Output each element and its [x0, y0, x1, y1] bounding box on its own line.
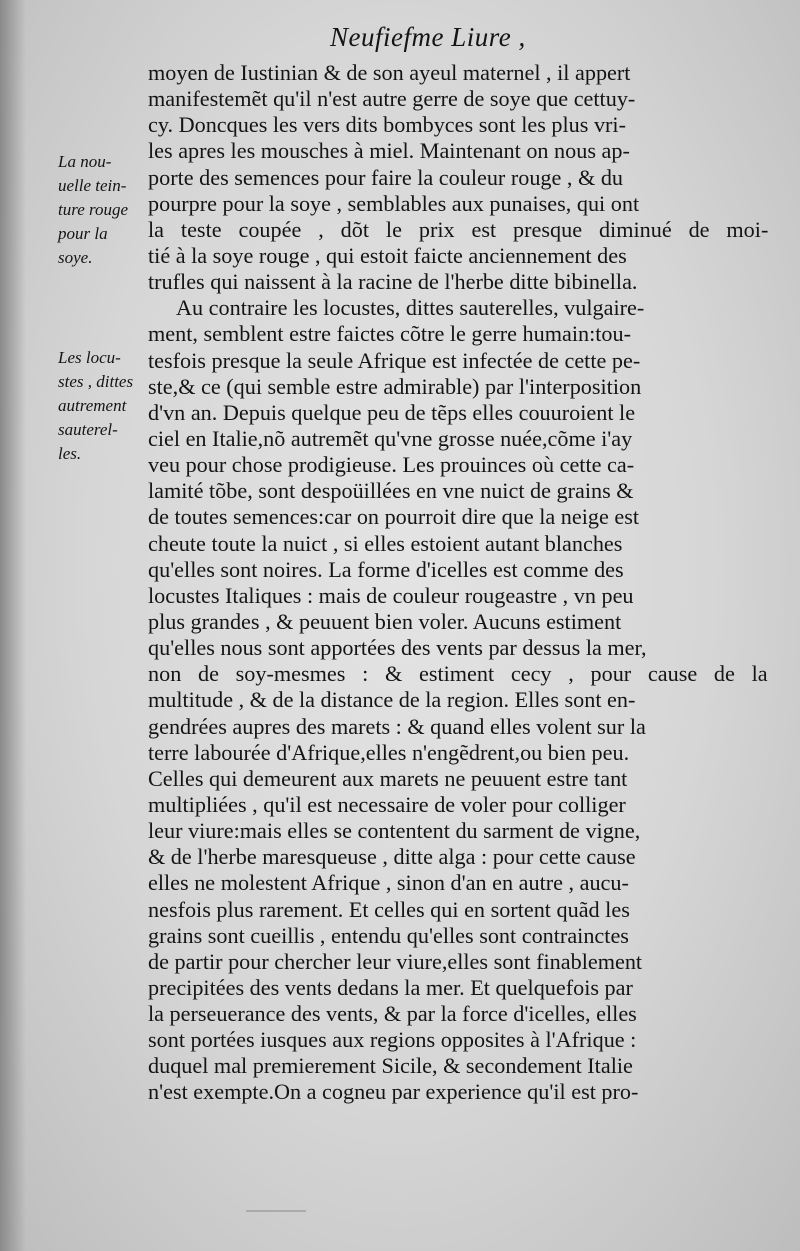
text-line: porte des semences pour faire la couleur rouge , & du	[148, 164, 624, 190]
text-line: n'est exempte.On a cogneu par experience qu'il est pro-	[148, 1079, 639, 1105]
text-line: multipliées , qu'il est necessaire de voler pour colliger	[148, 791, 626, 817]
text-line: d'vn an. Depuis quelque peu de tẽps elles couuroient le	[148, 399, 636, 425]
margin-note-line: les.	[58, 444, 82, 463]
text-line: leur viure:mais elles se contentent du sarment de vigne,	[148, 818, 641, 844]
running-head: Neufiefme Liure ,	[330, 22, 526, 52]
text-line: tesfois presque la seule Afrique est infectée de cette pe-	[148, 347, 641, 373]
text-line: veu pour chose prodigieuse. Les prouinces où cette ca-	[148, 452, 635, 478]
text-line: gendrées aupres des marets : & quand elles volent sur la	[148, 713, 646, 739]
body-text	[148, 60, 768, 1106]
text-line: Au contraire les locustes, dittes sauterelles, vulgaire-	[176, 295, 645, 321]
margin-note-line: Les locu-	[58, 348, 121, 367]
text-line: cheute toute la nuict , si elles estoient autant blanches	[148, 530, 623, 556]
text-line: pourpre pour la soye , semblables aux punaises, qui ont	[148, 190, 640, 216]
margin-note-line: autrement	[58, 396, 127, 415]
margin-note-red-dye	[58, 150, 128, 270]
text-line: la teste coupée , dõt le prix est presque diminué de moi-	[148, 216, 769, 242]
text-line: de partir pour chercher leur viure,elles sont finablement	[148, 948, 643, 974]
text-line: ciel en Italie,nõ autremẽt qu'vne grosse nuée,cõme i'ay	[148, 425, 633, 451]
text-line: non de soy-mesmes : & estiment cecy , pour cause de la	[148, 661, 768, 687]
text-line: ment, semblent estre faictes cõtre le gerre humain:tou-	[148, 321, 632, 347]
text-line: moyen de Iustinian & de son ayeul maternel , il appert	[148, 60, 631, 85]
text-line: la perseuerance des vents, & par la force d'icelles, elles	[148, 1001, 637, 1027]
text-line: de toutes semences:car on pourroit dire que la neige est	[148, 504, 640, 530]
margin-note-line: stes , dittes	[58, 372, 134, 391]
margin-note-line: La nou-	[58, 152, 112, 171]
text-line: locustes Italiques : mais de couleur rougeastre , vn peu	[148, 582, 634, 608]
gutter-shadow	[0, 0, 26, 1251]
text-line: sont portées iusques aux regions opposites à l'Afrique :	[148, 1027, 637, 1053]
text-line: grains sont cueillis , entendu qu'elles sont contrainctes	[148, 922, 629, 948]
text-line: manifestemẽt qu'il n'est autre gerre de soye que cettuy-	[148, 86, 636, 112]
margin-note-line: soye.	[58, 248, 93, 267]
margin-note-line: uelle tein-	[58, 176, 127, 195]
text-line: plus grandes , & peuuent bien voler. Aucuns estiment	[148, 608, 622, 634]
text-line: multitude , & de la distance de la region. Elles sont en-	[148, 687, 636, 713]
text-line: ste,& ce (qui semble estre admirable) par l'interposition	[148, 373, 642, 399]
margin-note-line: ture rouge	[58, 200, 129, 219]
text-line: les apres les mousches à miel. Maintenant on nous ap-	[148, 138, 630, 164]
text-line: elles ne molestent Afrique , sinon d'an en autre , aucu-	[148, 870, 629, 896]
text-line: nesfois plus rarement. Et celles qui en sortent quãd les	[148, 896, 630, 922]
margin-note-line: sauterel-	[58, 420, 118, 439]
text-line: & de l'herbe maresqueuse , ditte alga : pour cette cause	[148, 844, 636, 870]
text-line: qu'elles nous sont apportées des vents par dessus la mer,	[148, 635, 647, 661]
text-line: lamité tõbe, sont despoüillées en vne nuict de grains &	[148, 478, 634, 504]
text-line: qu'elles sont noires. La forme d'icelles est comme des	[148, 556, 624, 582]
margin-note-line: pour la	[58, 224, 108, 243]
text-line: Celles qui demeurent aux marets ne peuuent estre tant	[148, 765, 628, 791]
text-line: duquel mal premierement Sicile, & secondement Italie	[148, 1053, 633, 1079]
text-line: tié à la soye rouge , qui estoit faicte anciennement des	[148, 242, 627, 268]
margin-note-locusts	[58, 346, 133, 466]
text-line: cy. Doncques les vers dits bombyces sont les plus vri-	[148, 112, 626, 138]
page-bottom-show-through	[246, 1210, 306, 1230]
text-line: terre labourée d'Afrique,elles n'engẽdrent,ou bien peu.	[148, 739, 630, 765]
text-line: trufles qui naissent à la racine de l'herbe ditte bibinella.	[148, 269, 638, 295]
text-line: precipitées des vents dedans la mer. Et quelquefois par	[148, 974, 633, 1000]
